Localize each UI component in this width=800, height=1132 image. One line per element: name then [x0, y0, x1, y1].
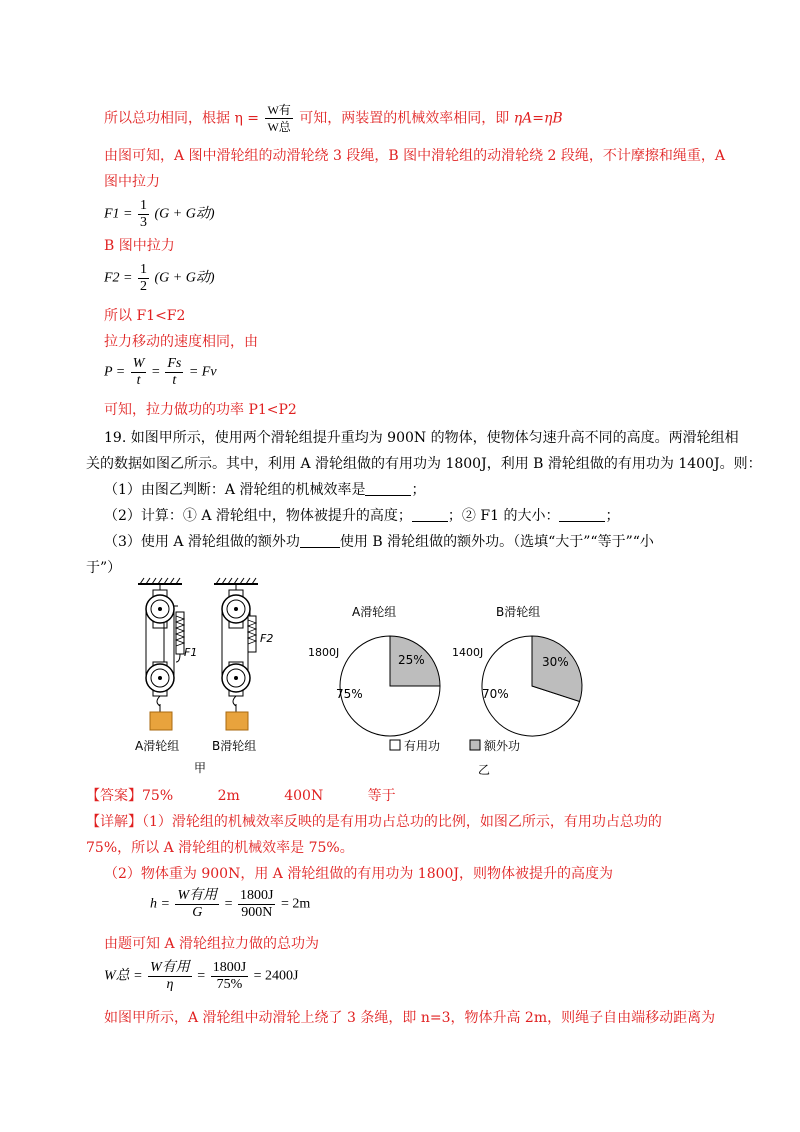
- answer-blank-1[interactable]: [365, 481, 411, 496]
- f-comparison: 所以 F1<F2: [104, 308, 186, 324]
- power-eq: =: [151, 364, 160, 380]
- pie-a-annotation: 1800J: [308, 646, 340, 659]
- work-f1-num: W有用: [150, 960, 190, 975]
- work-rhs: = 2400J: [253, 968, 299, 984]
- q19-sub1: [104, 480, 425, 500]
- f1-fraction: [138, 198, 149, 231]
- pull-force-b-intro: B 图中拉力: [104, 238, 175, 254]
- weight-a: [150, 712, 172, 730]
- f2-formula: [104, 262, 215, 295]
- f2-label: F2: [260, 632, 274, 645]
- pulley-b-spring-scale: [248, 616, 256, 652]
- pulley-a-label: A滑轮组: [135, 739, 180, 753]
- power-f1-num: W: [132, 356, 145, 371]
- f1-lhs: F1 =: [104, 206, 133, 222]
- f2-lhs: F2 =: [104, 270, 133, 286]
- efficiency-line: [104, 102, 563, 135]
- caption-yi: 乙: [478, 763, 491, 777]
- pie-b-annotation: 1400J: [452, 646, 484, 659]
- height-f1-num: W有用: [177, 888, 218, 903]
- q19-sub3-cont: 于”）: [86, 560, 122, 576]
- height-f2-num: 1800J: [240, 888, 274, 903]
- q19-sub2-text-a: （2）计算：① A 滑轮组中，物体被提升的高度；: [104, 508, 412, 524]
- f2-fraction: [138, 262, 149, 295]
- efficiency-text-pre: 所以总功相同，根据 η =: [104, 110, 260, 127]
- q19-sub2-text-b: ；② F1 的大小：: [447, 508, 560, 524]
- legend: [390, 738, 520, 753]
- height-lhs: h =: [150, 896, 170, 912]
- f2-rhs: (G + G动): [154, 270, 215, 286]
- detail-line1-text: （1）滑轮组的机械效率反映的是有用功占总功的比例，如图乙所示，有用功占总功的: [142, 814, 662, 830]
- q19-sub1-text: （1）由图乙判断：A 滑轮组的机械效率是: [104, 482, 366, 498]
- detail-line5: 如图甲所示，A 滑轮组中动滑轮上绕了 3 条绳，即 n=3，物体升高 2m，则绳子自由端移动距离为: [104, 1010, 716, 1026]
- speed-same-line: 拉力移动的速度相同，由: [104, 334, 258, 350]
- f1-den: 3: [140, 215, 147, 230]
- work-formula: W总 = $\frac{\text{W有用}}{\eta}$ = $\frac{1800J}{75\%}$ = 2400J: [104, 960, 299, 992]
- q19-sub1-end: ；: [411, 482, 426, 498]
- pull-force-a-intro: 图中拉力: [104, 174, 160, 190]
- height-rhs: = 2m: [280, 896, 311, 912]
- f1-label: F1: [184, 646, 198, 659]
- q19-line2: 关的数据如图乙所示。其中，利用 A 滑轮组做的有用功为 1800J，利用 B 滑轮组做的有用功为 1400J。则：: [86, 456, 762, 472]
- answer-line: [86, 786, 396, 806]
- answer-3: 400N: [284, 788, 324, 804]
- height-f2-den: 900N: [241, 905, 273, 920]
- f2-num: 1: [140, 262, 147, 277]
- pie-charts: [300, 600, 600, 780]
- pie-b-label-useful: 70%: [482, 687, 509, 701]
- eta-denominator: W总: [267, 120, 291, 134]
- height-fraction-1: [175, 888, 219, 921]
- q19-sub3-text-b: 使用 B 滑轮组做的额外功。（选填“大于”“等于”“小: [339, 534, 654, 550]
- efficiency-text-post: 可知，两装置的机械效率相同，即: [299, 110, 510, 127]
- power-rhs: = Fv: [188, 364, 217, 380]
- answer-2: 2m: [217, 788, 240, 804]
- pulley-b-fixed: [222, 584, 250, 628]
- detail-line3: （2）物体重为 900N，用 A 滑轮组做的有用功为 1800J，则物体被提升的高度为: [104, 866, 614, 882]
- rope-segments-line: 由图可知，A 图中滑轮组的动滑轮绕 3 段绳，B 图中滑轮组的动滑轮绕 2 段绳，不计摩擦和绳重，A: [104, 148, 726, 164]
- answer-blank-4[interactable]: [300, 533, 340, 548]
- work-f2-num: 1800J: [212, 960, 247, 975]
- work-f2-den: 75%: [216, 977, 243, 992]
- pie-b-label-extra: 30%: [542, 655, 569, 669]
- caption-jia: 甲: [194, 761, 207, 775]
- answer-tag: 【答案】: [86, 788, 142, 804]
- answer-1: 75%: [142, 788, 174, 804]
- eta-numerator: W有: [267, 103, 291, 117]
- detail-line4: 由题可知 A 滑轮组拉力做的总功为: [104, 936, 320, 952]
- height-f1-den: G: [192, 905, 203, 920]
- pulley-a-ceiling: [138, 578, 182, 584]
- power-lhs: P =: [104, 364, 126, 380]
- answer-blank-3[interactable]: [559, 507, 605, 522]
- answer-4: 等于: [367, 788, 396, 804]
- power-fraction-2: [165, 356, 183, 389]
- f2-den: 2: [140, 279, 147, 294]
- pie-a-label-extra: 25%: [398, 653, 425, 667]
- legend-useful: 有用功: [404, 739, 441, 753]
- pie-a-label-useful: 75%: [336, 687, 363, 701]
- efficiency-equality: ηA=ηB: [513, 110, 563, 127]
- pie-chart-b: [452, 604, 582, 736]
- work-fraction-2: [211, 960, 248, 993]
- q19-line1: 19. 如图甲所示，使用两个滑轮组提升重均为 900N 的物体，使物体匀速升高不同的高度。两滑轮组相: [104, 430, 739, 446]
- eta-fraction: [265, 102, 292, 135]
- pulley-a-spring-scale: [174, 606, 184, 662]
- answer-blank-2[interactable]: [412, 507, 448, 522]
- power-comparison: 可知，拉力做功的功率 P1<P2: [104, 402, 297, 418]
- legend-extra: 额外功: [484, 739, 521, 753]
- legend-swatch-useful: [390, 740, 400, 750]
- work-lhs: W总 =: [104, 968, 143, 984]
- pulley-a-fixed: [146, 584, 174, 628]
- power-f2-num: Fs: [167, 356, 182, 371]
- pie-chart-a: [308, 604, 440, 736]
- power-formula: [104, 356, 217, 389]
- q19-sub2-end: ；: [605, 508, 620, 524]
- power-f2-den: t: [172, 373, 177, 388]
- detail-tag: 【详解】: [86, 814, 142, 830]
- work-f1-den: η: [166, 977, 174, 992]
- height-formula: h = $\frac{\text{W有用}}{G}$ = $\frac{1800J}{900N}$ = 2m: [150, 888, 311, 920]
- detail-line2: 75%，所以 A 滑轮组的机械效率是 75%。: [86, 840, 354, 856]
- pie-b-title: B滑轮组: [496, 605, 541, 619]
- power-f1-den: t: [136, 373, 141, 388]
- f1-num: 1: [140, 198, 147, 213]
- detail-line1: [86, 812, 662, 832]
- f1-formula: [104, 198, 215, 231]
- f1-rhs: (G + G动): [154, 206, 215, 222]
- pie-a-title: A滑轮组: [352, 605, 397, 619]
- q19-sub3-text-a: （3）使用 A 滑轮组做的额外功: [104, 534, 300, 550]
- weight-b: [226, 712, 248, 730]
- q19-sub3: [104, 532, 654, 552]
- pulley-diagram: [120, 576, 300, 776]
- pulley-a-movable: [146, 662, 174, 712]
- q19-sub2: [104, 506, 619, 526]
- legend-swatch-extra: [470, 740, 480, 750]
- pulley-b-movable: [222, 662, 250, 712]
- pulley-b-label: B滑轮组: [212, 739, 257, 753]
- work-fraction-1: [148, 960, 192, 993]
- height-fraction-2: [238, 888, 275, 921]
- power-fraction-1: [131, 356, 147, 389]
- pulley-b-ceiling: [214, 578, 258, 584]
